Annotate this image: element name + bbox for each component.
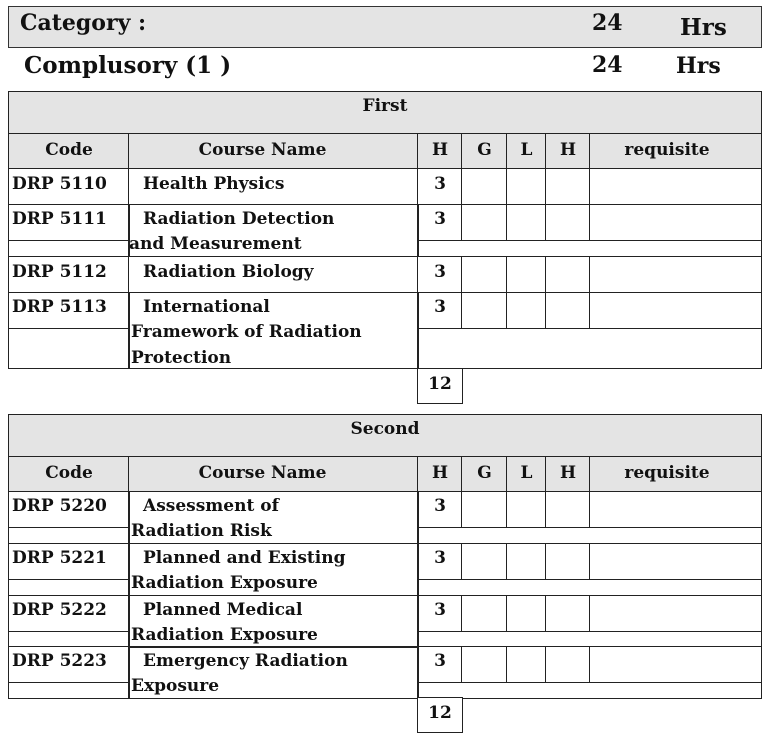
course-name-line1: Emergency Radiation xyxy=(143,651,348,671)
table-cell xyxy=(589,256,762,293)
course-code: DRP 5222 xyxy=(12,600,107,620)
table-cell xyxy=(417,240,762,257)
table-cell xyxy=(461,256,508,293)
table-cell xyxy=(506,292,547,329)
second-total-hours: 12 xyxy=(428,703,452,723)
header-code-text: Code xyxy=(45,463,93,483)
course-name-line1: International xyxy=(143,297,270,317)
course-code: DRP 5110 xyxy=(12,174,107,194)
header-h-text: H xyxy=(431,140,449,160)
course-name-line2: Radiation Exposure xyxy=(131,625,318,645)
course-name-line2: Framework of Radiation xyxy=(131,322,362,342)
table-cell xyxy=(506,646,547,683)
course-name-line3: Protection xyxy=(131,348,232,368)
table-cell xyxy=(589,595,762,632)
table-cell xyxy=(545,491,591,528)
course-code: DRP 5113 xyxy=(12,297,107,317)
course-hours: 3 xyxy=(434,496,446,516)
table-cell xyxy=(545,256,591,293)
first-total-hours: 12 xyxy=(428,374,452,394)
course-hours: 3 xyxy=(434,600,446,620)
table-cell xyxy=(589,646,762,683)
table-cell xyxy=(461,292,508,329)
table-cell xyxy=(506,256,547,293)
table-cell xyxy=(506,168,547,205)
table-cell xyxy=(545,168,591,205)
table-cell xyxy=(8,579,130,596)
table-cell xyxy=(545,292,591,329)
header-course-name-text: Course Name xyxy=(198,140,327,160)
table-cell xyxy=(461,168,508,205)
course-code: DRP 5111 xyxy=(12,209,107,229)
header-l-text: L xyxy=(520,463,533,483)
course-hours: 3 xyxy=(434,209,446,229)
course-name-line2: Radiation Risk xyxy=(131,521,272,541)
course-hours: 3 xyxy=(434,651,446,671)
course-name-line1: Health Physics xyxy=(143,174,285,194)
table-cell xyxy=(461,595,508,632)
compulsory-label: Complusory (1 ) xyxy=(24,52,232,79)
table-cell xyxy=(545,595,591,632)
category-unit: Hrs xyxy=(680,14,727,41)
table-cell xyxy=(461,204,508,241)
course-hours: 3 xyxy=(434,174,446,194)
header-h2-text: H xyxy=(559,463,577,483)
table-cell xyxy=(589,292,762,329)
course-code: DRP 5220 xyxy=(12,496,107,516)
table-cell xyxy=(589,491,762,528)
category-label: Category : xyxy=(20,10,147,36)
header-l-text: L xyxy=(520,140,533,160)
table-cell xyxy=(461,491,508,528)
course-hours: 3 xyxy=(434,297,446,317)
table-cell xyxy=(545,646,591,683)
course-hours: 3 xyxy=(434,548,446,568)
second-title: Second xyxy=(350,419,420,439)
course-name-line1: Radiation Detection xyxy=(143,209,335,229)
table-cell xyxy=(8,240,130,257)
compulsory-unit: Hrs xyxy=(676,53,721,79)
course-hours: 3 xyxy=(434,262,446,282)
table-cell xyxy=(417,682,762,699)
table-cell xyxy=(506,204,547,241)
compulsory-hours: 24 xyxy=(592,52,623,78)
course-name-line2: Exposure xyxy=(131,676,220,696)
table-cell xyxy=(506,595,547,632)
table-cell xyxy=(461,646,508,683)
header-h2-text: H xyxy=(559,140,577,160)
table-cell xyxy=(8,682,130,699)
table-cell xyxy=(506,543,547,580)
course-code: DRP 5223 xyxy=(12,651,107,671)
table-cell xyxy=(8,328,130,369)
table-cell xyxy=(545,543,591,580)
header-code-text: Code xyxy=(45,140,93,160)
course-name-line2: and Measurement xyxy=(129,234,302,254)
category-hours: 24 xyxy=(592,10,623,36)
header-requisite-text: requisite xyxy=(624,463,710,483)
table-cell xyxy=(417,328,762,369)
course-name-line2: Radiation Exposure xyxy=(131,573,318,593)
header-course-name-text: Course Name xyxy=(198,463,327,483)
table-cell xyxy=(8,527,130,544)
course-code: DRP 5112 xyxy=(12,262,107,282)
header-requisite-text: requisite xyxy=(624,140,710,160)
course-name-line1: Radiation Biology xyxy=(143,262,314,282)
header-h-text: H xyxy=(431,463,449,483)
table-cell xyxy=(417,579,762,596)
table-cell xyxy=(506,491,547,528)
header-g-text: G xyxy=(477,463,492,483)
first-title: First xyxy=(362,96,408,116)
course-name-line1: Planned and Existing xyxy=(143,548,346,568)
course-code: DRP 5221 xyxy=(12,548,107,568)
table-cell xyxy=(589,168,762,205)
table-cell xyxy=(589,204,762,241)
table-cell xyxy=(461,543,508,580)
table-cell xyxy=(417,527,762,544)
header-g-text: G xyxy=(477,140,492,160)
table-cell xyxy=(545,204,591,241)
table-cell xyxy=(589,543,762,580)
course-name-line1: Planned Medical xyxy=(143,600,303,620)
course-name-line1: Assessment of xyxy=(143,496,279,516)
